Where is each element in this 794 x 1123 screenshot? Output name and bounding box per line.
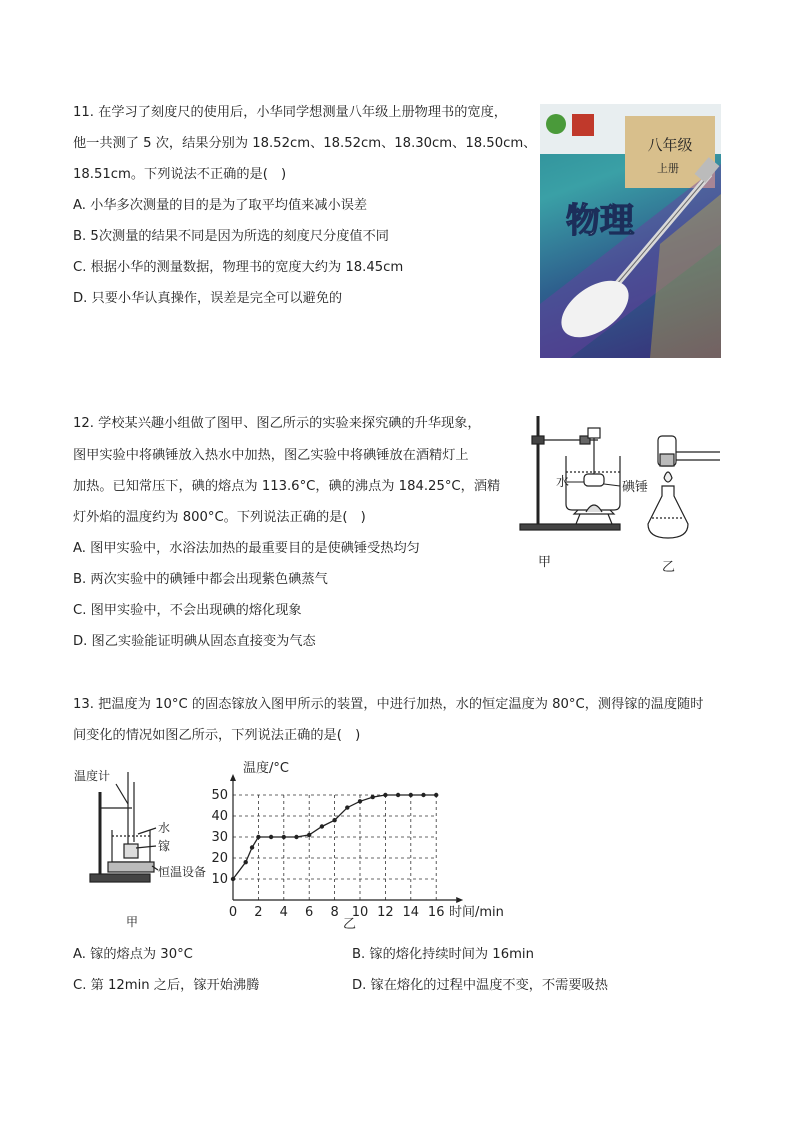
temperature-time-chart (205, 756, 535, 936)
chart-y-tick-label: 20 (211, 851, 228, 866)
chart-y-tick-label: 10 (211, 872, 228, 887)
q12-option-b[interactable]: B. 两次实验中的碘锤中都会出现紫色碘蒸气 (73, 572, 328, 587)
chart-data-point (269, 835, 273, 839)
chart-data-point (396, 793, 400, 797)
gallium-apparatus-figure (72, 762, 222, 932)
chart-data-point (345, 805, 349, 809)
q12-line-2: 图甲实验中将碘锤放入热水中加热，图乙实验中将碘锤放在酒精灯上 (73, 448, 469, 463)
chart-x-tick-label: 12 (377, 905, 394, 920)
q13-option-a[interactable]: A. 镓的熔点为 30°C (73, 947, 193, 962)
book-title: 物理 (566, 201, 634, 241)
chart-data-point (244, 860, 248, 864)
q13-option-d[interactable]: D. 镓在熔化的过程中温度不变，不需要吸热 (352, 978, 608, 993)
q13-option-b[interactable]: B. 镓的熔化持续时间为 16min (352, 947, 534, 962)
chart-x-tick-label: 6 (305, 905, 314, 920)
chart-y-tick-label: 40 (211, 809, 228, 824)
chart-data-point (332, 818, 336, 822)
q12-option-a[interactable]: A. 图甲实验中，水浴法加热的最重要目的是使碘锤受热均匀 (73, 541, 420, 556)
q11-option-d[interactable]: D. 只要小华认真操作，误差是完全可以避免的 (73, 291, 343, 306)
chart-data-point (282, 835, 286, 839)
chart-x-axis-label: 时间/min (449, 905, 504, 920)
water-bath-apparatus (520, 416, 620, 530)
chart-data-point (409, 793, 413, 797)
label-thermometer: 温度计 (74, 769, 111, 783)
chart-data-point (256, 835, 260, 839)
chart-data-point (371, 795, 375, 799)
label-iodine-hammer: 碘锤 (622, 480, 649, 495)
chart-y-tick-label: 30 (211, 830, 228, 845)
chart-y-tick-label: 50 (211, 788, 228, 803)
label-water: 水 (556, 475, 570, 490)
iodine-experiment-figure (518, 414, 728, 579)
q11-option-a[interactable]: A. 小华多次测量的目的是为了取平均值来减小误差 (73, 198, 368, 213)
chart-data-point (358, 799, 362, 803)
q11-line-2: 他一共测了 5 次，结果分别为 18.52cm、18.52cm、18.30cm、18.50cm、 (73, 136, 537, 151)
chart-x-tick-label: 0 (228, 905, 238, 920)
q11-option-b[interactable]: B. 5次测量的结果不同是因为所选的刻度尺分度值不同 (73, 229, 389, 244)
chart-data-point (383, 793, 387, 797)
chart-x-tick-label: 10 (351, 905, 369, 920)
chart-x-axis-arrow-icon (456, 897, 463, 903)
chart-caption: 乙 (343, 917, 357, 932)
q13-option-c[interactable]: C. 第 12min 之后，镓开始沸腾 (73, 978, 260, 993)
book-grade: 八年级 (647, 136, 693, 154)
book-volume: 上册 (657, 162, 679, 175)
label-device: 恒温设备 (158, 865, 207, 879)
publisher-logo-icon (546, 114, 566, 134)
chart-data-point (307, 833, 311, 837)
chart-data-point (421, 793, 425, 797)
chart-data-point (231, 877, 235, 881)
chart-x-tick-label: 16 (427, 905, 445, 920)
chart-x-tick-label: 14 (402, 905, 420, 920)
physics-book-cover (540, 104, 721, 358)
label-yi: 乙 (662, 560, 676, 575)
chart-x-tick-label: 2 (254, 905, 263, 920)
chart-data-point (320, 824, 324, 828)
emblem-icon (572, 114, 594, 136)
q12-line-3: 加热。已知常压下，碘的熔点为 113.6°C，碘的沸点为 184.25°C，酒精 (73, 479, 501, 494)
label-jia-13: 甲 (126, 915, 139, 929)
chart-x-tick-label: 4 (279, 905, 288, 920)
q11-line-3: 18.51cm。下列说法不正确的是( ) (73, 167, 287, 182)
label-water-13: 水 (158, 821, 171, 835)
chart-y-axis-label: 温度/°C (243, 761, 289, 776)
chart-data-point (434, 793, 438, 797)
q13-line-1: 13. 把温度为 10°C 的固态镓放入图甲所示的装置，中进行加热，水的恒定温度为 80°C，测得镓的温度随时 (73, 697, 704, 712)
label-gallium: 镓 (158, 839, 171, 853)
chart-data-point (250, 845, 254, 849)
q12-line-4: 灯外焰的温度约为 800°C。下列说法正确的是( ) (73, 510, 366, 525)
label-jia: 甲 (538, 555, 552, 570)
alcohol-lamp-apparatus (648, 436, 720, 538)
chart-x-tick-label: 8 (330, 905, 339, 920)
q11-line-1: 11. 在学习了刻度尺的使用后，小华同学想测量八年级上册物理书的宽度， (73, 105, 507, 120)
chart-data-point (294, 835, 298, 839)
q12-option-c[interactable]: C. 图甲实验中，不会出现碘的熔化现象 (73, 603, 302, 618)
q12-line-1: 12. 学校某兴趣小组做了图甲、图乙所示的实验来探究碘的升华现象， (73, 416, 481, 431)
q12-option-d[interactable]: D. 图乙实验能证明碘从固态直接变为气态 (73, 634, 316, 649)
chart-y-axis-arrow-icon (230, 774, 236, 781)
q11-option-c[interactable]: C. 根据小华的测量数据，物理书的宽度大约为 18.45cm (73, 260, 404, 275)
q13-line-2: 间变化的情况如图乙所示，下列说法正确的是( ) (73, 728, 361, 743)
